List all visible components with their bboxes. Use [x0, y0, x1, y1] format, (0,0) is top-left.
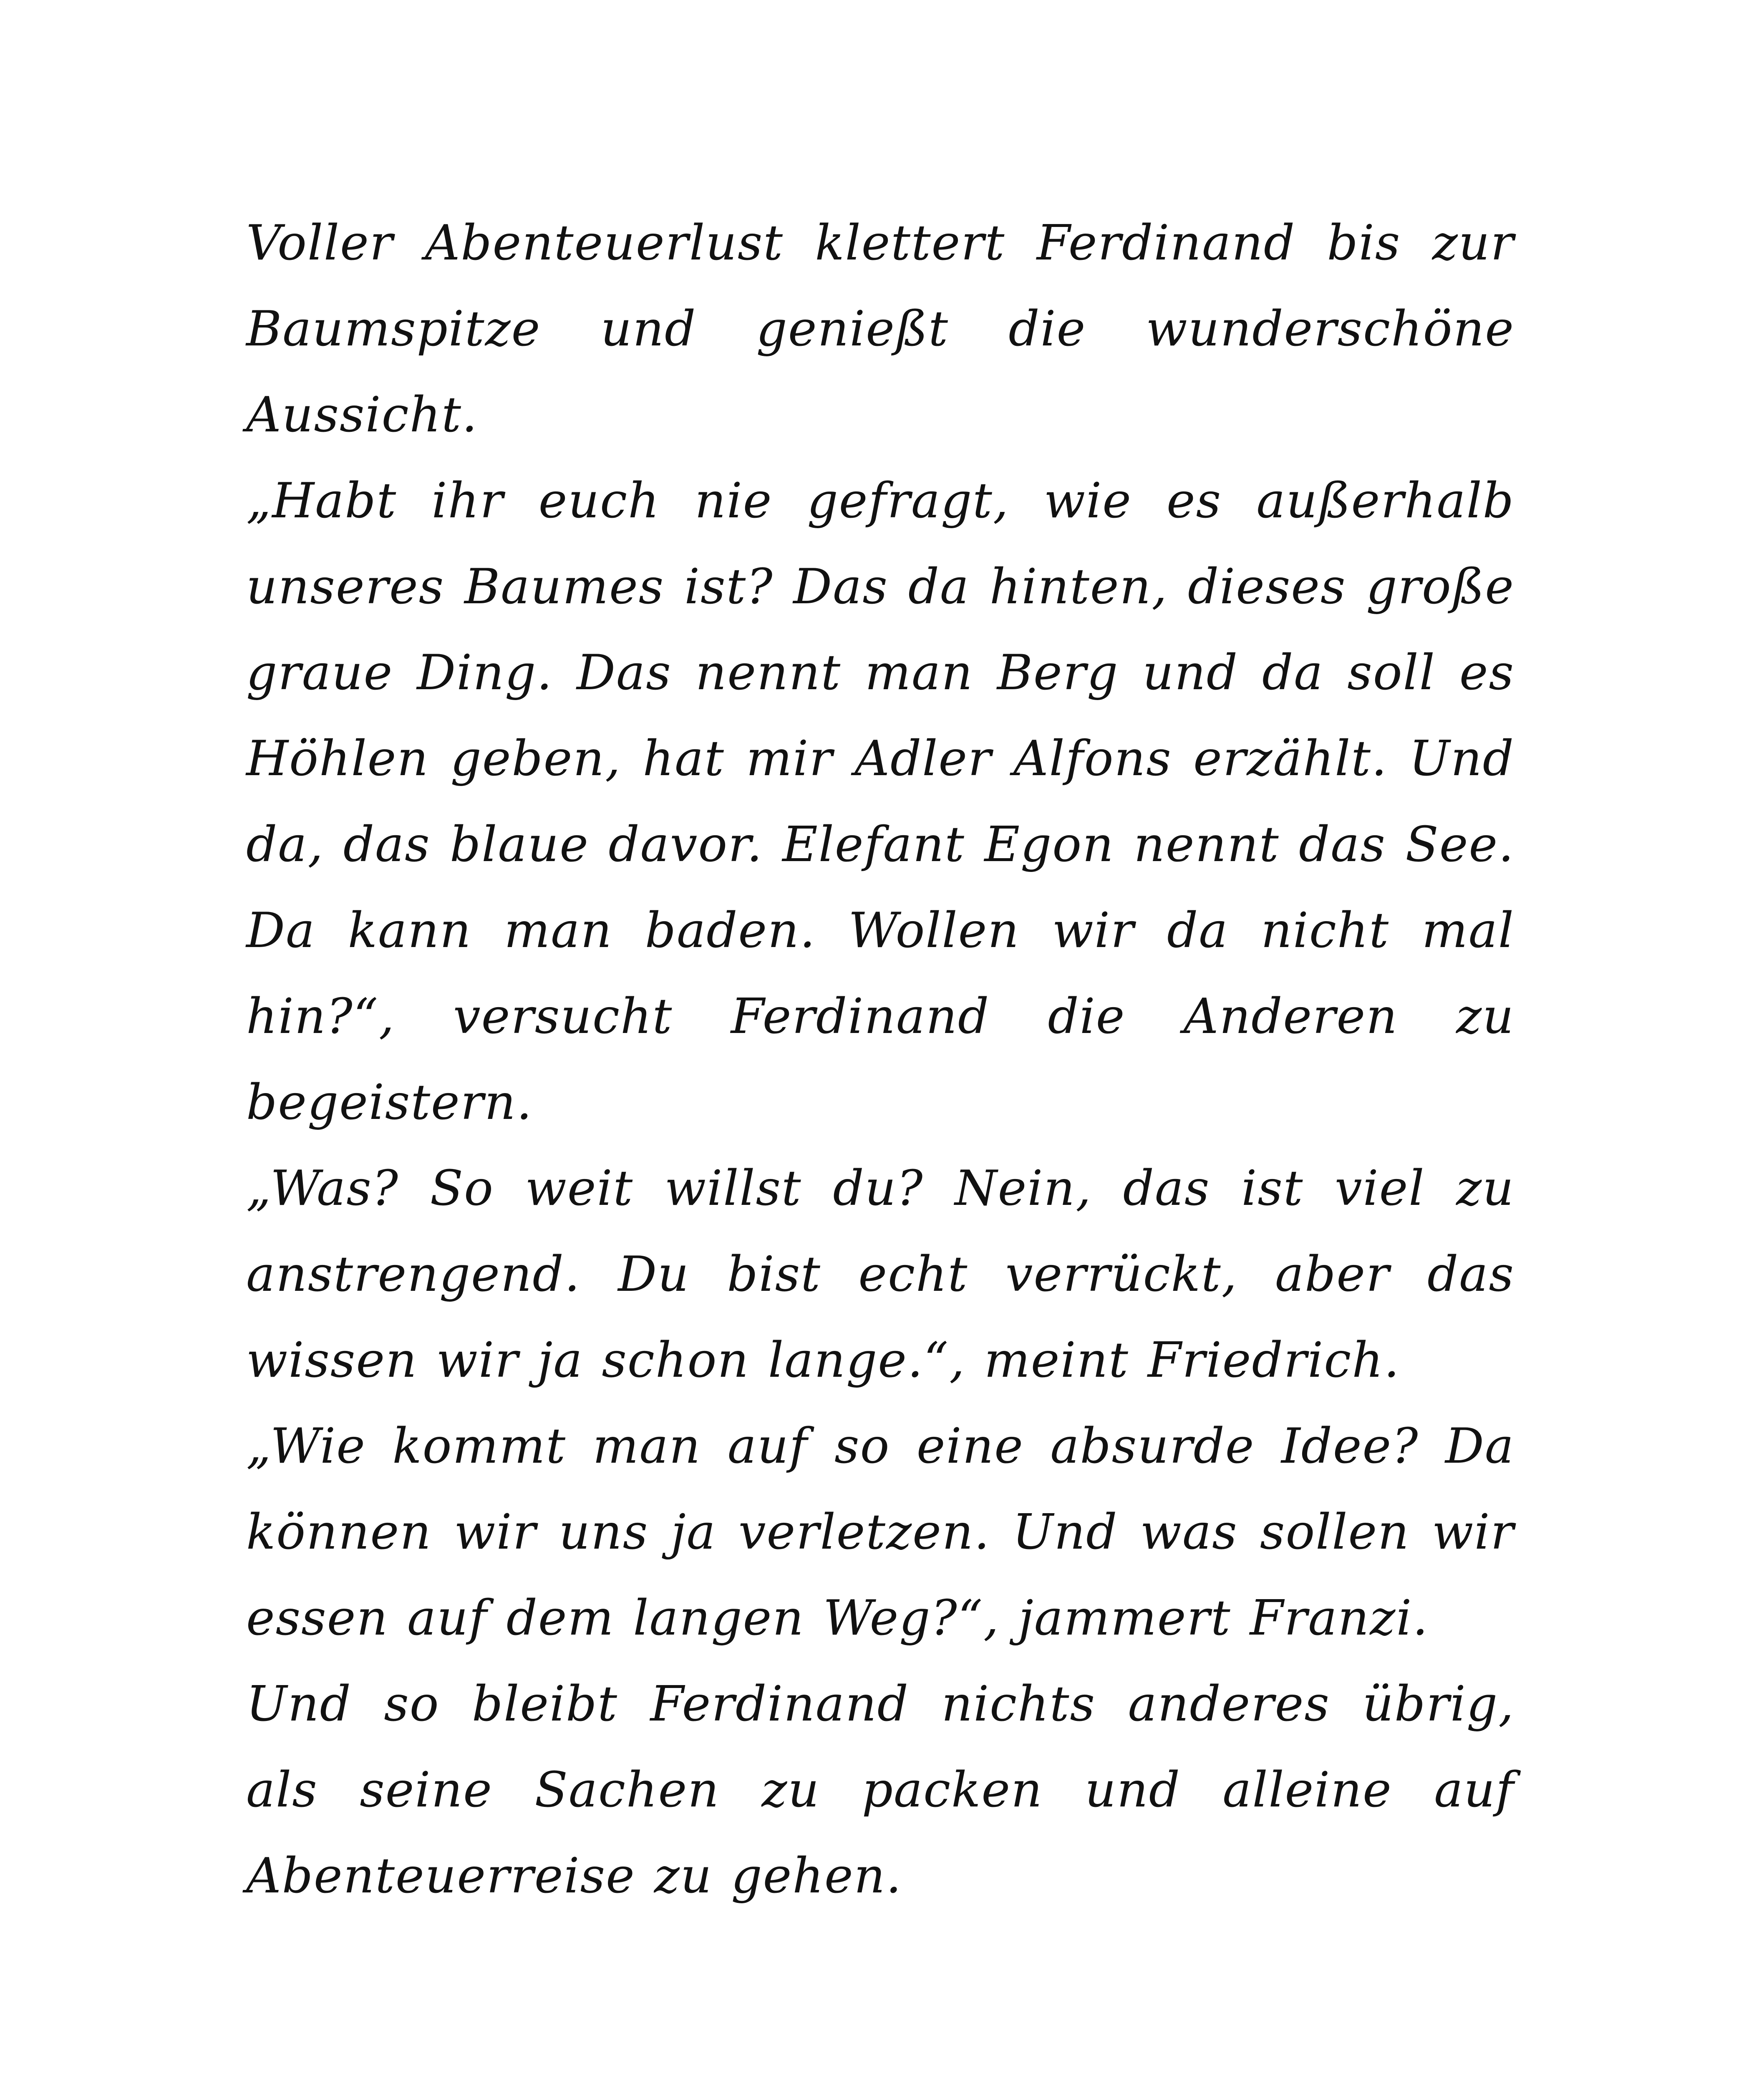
paragraph-2: „Habt ihr euch nie gefragt, wie es außerhalb unseres Baumes ist? Das da hinten, dieses große graue Ding. Das nennt man Berg und da soll es Höhlen geben, hat mir Adler Alfons erzählt. Und da, das blaue davor. Elefant Egon nennt das See. Da kann man baden. Wollen wir da nicht mal hin?“, versucht Ferdinand die Anderen zu begeistern. [246, 473, 1515, 1131]
story-text-block [246, 200, 1515, 1919]
paragraph-4: „Wie kommt man auf so eine absurde Idee? Da können wir uns ja verletzen. Und was sollen wir essen auf dem langen Weg?“, jammert Franzi. [246, 1418, 1515, 1646]
paragraph-3: „Was? So weit willst du? Nein, das ist viel zu anstrengend. Du bist echt verrückt, aber das wissen wir ja schon lange.“, meint Friedrich. [246, 1160, 1515, 1388]
paragraph-1: Voller Abenteuerlust klettert Ferdinand bis zur Baumspitze und genießt die wunderschöne Aussicht. [246, 215, 1515, 443]
paragraph-5: Und so bleibt Ferdinand nichts anderes übrig, als seine Sachen zu packen und alleine auf Abenteuerreise zu gehen. [246, 1676, 1515, 1904]
